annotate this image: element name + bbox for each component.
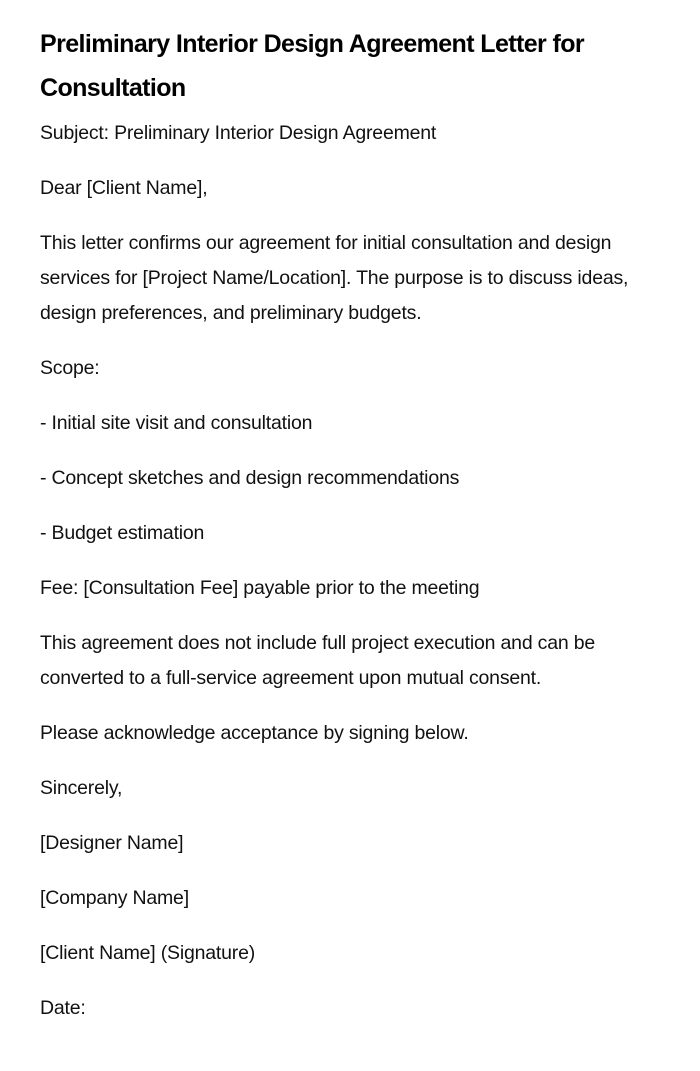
conversion-note: This agreement does not include full project execution and can be converted to a full-service agreement upon mutual consent.	[40, 632, 596, 689]
date-label: Date:	[40, 997, 86, 1019]
closing: Sincerely,	[40, 777, 123, 799]
scope-heading: Scope:	[40, 357, 100, 379]
company-name: [Company Name]	[40, 887, 189, 909]
scope-item: - Initial site visit and consultation	[40, 412, 313, 434]
scope-item: - Budget estimation	[40, 522, 205, 544]
scope-item: - Concept sketches and design recommendations	[40, 467, 460, 489]
acknowledgement-line: Please acknowledge acceptance by signing below.	[40, 722, 469, 744]
subject-line: Subject: Preliminary Interior Design Agreement	[40, 122, 437, 144]
fee-line: Fee: [Consultation Fee] payable prior to the meeting	[40, 577, 480, 599]
client-signature: [Client Name] (Signature)	[40, 942, 256, 964]
designer-name: [Designer Name]	[40, 832, 184, 854]
document-title: Preliminary Interior Design Agreement Letter for Consultation	[40, 30, 585, 102]
salutation: Dear [Client Name],	[40, 177, 208, 199]
intro-paragraph: This letter confirms our agreement for initial consultation and design services for [Project Name/Location]. The purpose is to discuss ideas, design preferences, and preliminary budgets.	[40, 232, 629, 324]
